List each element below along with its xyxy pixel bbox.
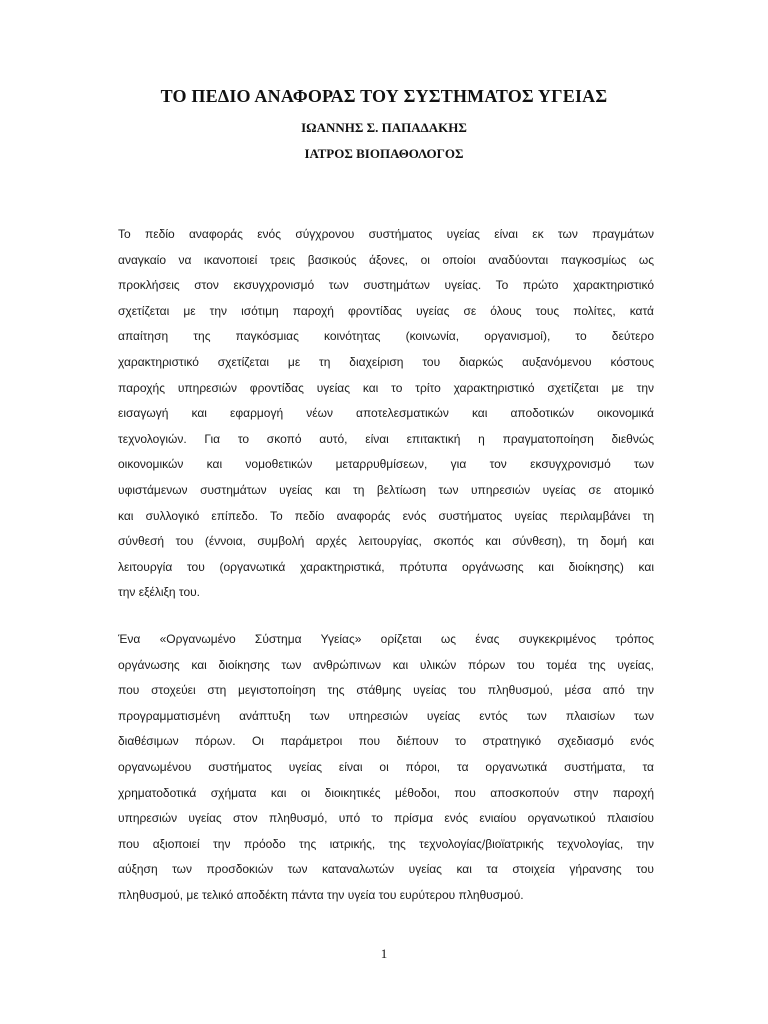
paragraph-1-line: οικονομικών και νομοθετικών μεταρρυθμίσεων, για τον εκσυγχρονισμό των <box>118 457 654 472</box>
paragraph-1-line: και συλλογικό επίπεδο. Το πεδίο αναφοράς ενός συστήματος υγείας περιλαμβάνει τη <box>118 508 654 523</box>
paragraph-2-line: που αξιοποιεί την πρόοδο της ιατρικής, της τεχνολογίας/βιοϊατρικής τεχνολογίας, την <box>118 836 654 851</box>
paragraph-2-line: προγραμματισμένη ανάπτυξη των υπηρεσιών υγείας εντός των πλαισίων των <box>118 708 654 723</box>
paragraph-2-line: οργανωμένου συστήματος υγείας είναι οι πόροι, τα οργανωτικά συστήματα, τα <box>118 759 654 774</box>
author-role: ΙΑΤΡΟΣ ΒΙΟΠΑΘΟΛΟΓΟΣ <box>304 146 464 161</box>
paragraph-1-line: προκλήσεις στον εκσυγχρονισμό των συστημάτων υγείας. Το πρώτο χαρακτηριστικό <box>118 278 654 293</box>
paragraph-2 <box>118 627 654 909</box>
paragraph-1-line: απαίτηση της παγκόσμιας κοινότητας (κοινωνία, οργανισμοί), το δεύτερο <box>118 329 654 344</box>
paragraph-2-line: αύξηση των προσδοκιών των καταναλωτών υγείας και τα στοιχεία γήρανσης του <box>118 862 654 877</box>
paragraph-1-line: την εξέλιξη του. <box>118 585 201 600</box>
paragraph-2-line: υπηρεσιών υγείας στον πληθυσμό, υπό το πρίσμα ενός ενιαίου οργανωτικού πλαισίου <box>118 811 654 826</box>
page-number: 1 <box>380 946 388 961</box>
paragraph-2-line: οργάνωσης και διοίκησης των ανθρώπινων και υλικών πόρων του τομέα της υγείας, <box>118 657 654 672</box>
paragraph-2-line: διαθέσιμων πόρων. Οι παράμετροι που διέπουν το στρατηγικό σχεδιασμό ενός <box>118 734 654 749</box>
paragraph-1-line: χαρακτηριστικό σχετίζεται με τη διαχείριση του διαρκώς αυξανόμενου κόστους <box>118 354 654 369</box>
paragraph-1-line: εισαγωγή και εφαρμογή νέων αποτελεσματικών και αποδοτικών οικονομικά <box>118 406 654 421</box>
paragraph-1 <box>118 222 654 606</box>
paragraph-2-line: που στοχεύει στη μεγιστοποίηση της στάθμης υγείας του πληθυσμού, μέσα από την <box>118 683 654 698</box>
paragraph-2-line: χρηματοδοτικά σχήματα και οι διοικητικές μέθοδοι, που αποσκοπούν στην παροχή <box>118 785 654 800</box>
paragraph-1-line: υφιστάμενων συστημάτων υγείας και τη βελτίωση των υπηρεσιών υγείας σε ατομικό <box>118 482 654 497</box>
paragraph-1-line: αναγκαίο να ικανοποιεί τρεις βασικούς άξονες, οι οποίοι αναδύονται παγκοσμίως ως <box>118 252 654 267</box>
paragraph-1-line: τεχνολογιών. Για το σκοπό αυτό, είναι επιτακτική η πραγματοποίηση διεθνώς <box>118 431 654 446</box>
author-name: ΙΩΑΝΝΗΣ Σ. ΠΑΠΑΔΑΚΗΣ <box>301 120 467 135</box>
paragraph-1-line: σχετίζεται με την ισότιμη παροχή φροντίδας υγείας σε όλους τους πολίτες, κατά <box>118 303 654 318</box>
document-title: ΤΟ ΠΕΔΙΟ ΑΝΑΦΟΡΑΣ ΤΟΥ ΣΥΣΤΗΜΑΤΟΣ ΥΓΕΙΑΣ <box>160 86 608 106</box>
paragraph-2-line: Ένα «Οργανωμένο Σύστημα Υγείας» ορίζεται ως ένας συγκεκριμένος τρόπος <box>118 632 654 646</box>
paragraph-1-line: Το πεδίο αναφοράς ενός σύγχρονου συστήματος υγείας είναι εκ των πραγμάτων <box>118 227 654 241</box>
paragraph-2-line: πληθυσμού, με τελικό αποδέκτη πάντα την υγεία του ευρύτερου πληθυσμού. <box>118 887 524 902</box>
paragraph-1-line: παροχής υπηρεσιών φροντίδας υγείας και το τρίτο χαρακτηριστικό σχετίζεται με την <box>118 380 654 395</box>
paragraph-1-line: λειτουργία του (οργανωτικά χαρακτηριστικά, πρότυπα οργάνωσης και διοίκησης) και <box>118 559 654 574</box>
paragraph-1-line: σύνθεσή του (έννοια, συμβολή αρχές λειτουργίας, σκοπός και σύνθεση), τη δομή και <box>118 534 654 549</box>
